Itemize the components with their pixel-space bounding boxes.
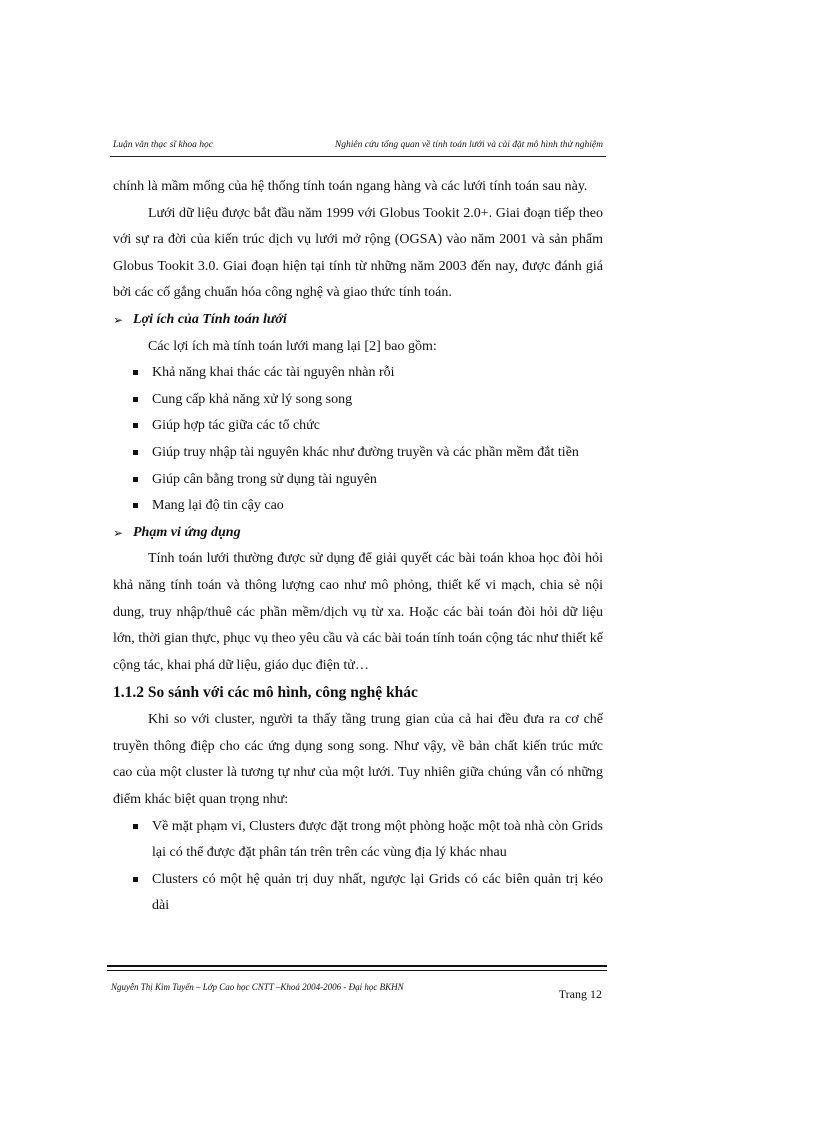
section-heading: 1.1.2 So sánh với các mô hình, công nghệ khác — [113, 684, 418, 702]
benefits-heading — [113, 307, 603, 334]
footer-author: Nguyễn Thị Kim Tuyến – Lớp Cao học CNTT –Khoá 2004-2006 - Đại học BKHN — [111, 982, 404, 992]
scope-heading-text: Phạm vi ứng dụng — [133, 524, 241, 540]
square-bullet-icon — [133, 423, 138, 428]
page-header — [113, 136, 603, 154]
header-divider — [110, 156, 606, 157]
comparison-list — [113, 814, 603, 920]
list-item: Giúp truy nhập tài nguyên khác như đường truyền và các phần mềm đắt tiền — [113, 440, 603, 467]
square-bullet-icon — [133, 503, 138, 508]
header-left-text: Luận văn thạc sĩ khoa học — [113, 140, 214, 150]
list-item: Cung cấp khả năng xử lý song song — [113, 387, 603, 414]
arrow-bullet-icon: ➢ — [113, 525, 124, 540]
list-item: Giúp cân bằng trong sử dụng tài nguyên — [113, 467, 603, 494]
scope-heading — [113, 520, 603, 547]
list-item: Clusters có một hệ quản trị duy nhất, ngược lại Grids có các biên quản trị kéo dài — [113, 867, 603, 920]
footer-divider-thick — [107, 965, 607, 967]
header-right-text: Nghiên cứu tổng quan về tính toán lưới và cài đặt mô hình thử nghiệm — [334, 140, 603, 150]
square-bullet-icon — [133, 370, 138, 375]
arrow-bullet-icon: ➢ — [113, 312, 124, 327]
square-bullet-icon — [133, 397, 138, 402]
list-item: Mang lại độ tin cậy cao — [113, 493, 603, 520]
benefits-heading-text: Lợi ích của Tính toán lưới — [133, 311, 287, 327]
list-item: Giúp hợp tác giữa các tổ chức — [113, 413, 603, 440]
square-bullet-icon — [133, 824, 138, 829]
benefits-list — [113, 360, 603, 520]
square-bullet-icon — [133, 877, 138, 882]
square-bullet-icon — [133, 450, 138, 455]
paragraph-intro: chính là mầm mống của hệ thống tính toán ngang hàng và các lưới tính toán sau này. — [113, 179, 588, 194]
list-item: Khả năng khai thác các tài nguyên nhàn rỗi — [113, 360, 603, 387]
page-number: Trang 12 — [558, 987, 602, 1001]
footer-divider-thin — [107, 970, 607, 971]
section-paragraph: Khi so với cluster, người ta thấy tầng trung gian của cả hai đều đưa ra cơ chế truyền thông điệp cho các ứng dụng song song. Như vậy, về bản chất kiến trúc mức cao của một cluster là tương tự như của một lưới. Tuy nhiên giữa chúng vẫn có những điểm khác biệt quan trọng như: — [113, 712, 603, 808]
square-bullet-icon — [133, 477, 138, 482]
list-item: Về mặt phạm vi, Clusters được đặt trong một phòng hoặc một toà nhà còn Grids lại có thể được đặt phân tán trên trên các vùng địa lý khác nhau — [113, 814, 603, 867]
scope-paragraph: Tính toán lưới thường được sử dụng để giải quyết các bài toán khoa học đòi hỏi khả năng tính toán và thông lượng cao như mô phỏng, thiết kế vi mạch, chia sẻ nội dung, truy nhập/thuê các phần mềm/dịch vụ từ xa. Hoặc các bài toán đòi hỏi dữ liệu lớn, thời gian thực, phục vụ theo yêu cầu và các bài toán tính toán cộng tác như thiết kế cộng tác, khai phá dữ liệu, giáo dục điện tử… — [113, 551, 603, 673]
page-body — [113, 174, 603, 920]
paragraph-history: Lưới dữ liệu được bắt đầu năm 1999 với Globus Tookit 2.0+. Giai đoạn tiếp theo với sự ra đời của kiến trúc dịch vụ lưới mở rộng (OGSA) vào năm 2001 và sản phẩm Globus Tookit 3.0. Giai đoạn hiện tại tính từ những năm 2003 đến nay, được đánh giá bởi các cố gắng chuẩn hóa công nghệ và giao thức tính toán. — [113, 205, 603, 301]
benefits-intro: Các lợi ích mà tính toán lưới mang lại [2] bao gồm: — [148, 338, 437, 354]
